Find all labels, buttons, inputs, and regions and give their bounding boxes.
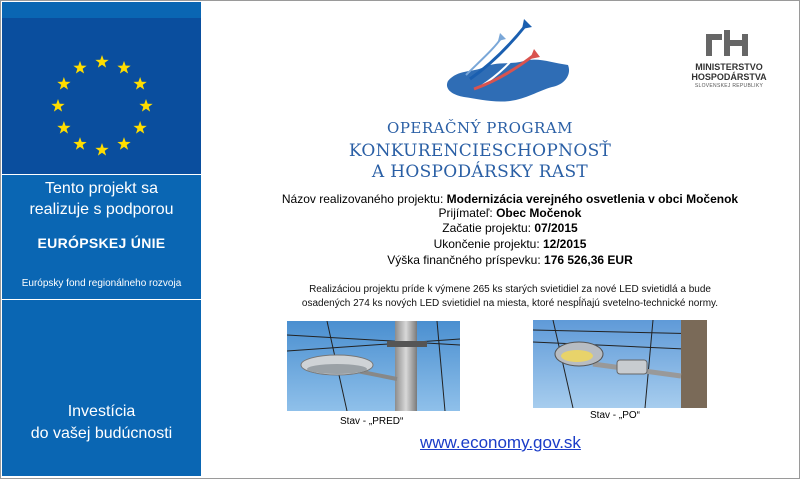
project-name-row	[230, 192, 790, 206]
eu-star-icon	[139, 99, 152, 112]
website-link[interactable]: www.economy.gov.sk	[420, 433, 581, 452]
photo-after	[533, 320, 707, 408]
project-name-value: Modernizácia verejného osvetlenia v obci Močenok	[446, 192, 739, 206]
end-row	[230, 237, 790, 251]
eu-investment-text	[2, 401, 201, 445]
eu-star-icon	[51, 99, 64, 112]
street-lamp-old-image	[287, 321, 460, 411]
description-line1: Realizáciou projektu príde k výmene 265 ks starých svietidiel za nové LED svietidlá a bude	[309, 284, 711, 295]
eu-star-icon	[133, 121, 146, 134]
end-label: Ukončenie projektu:	[433, 237, 540, 251]
eu-star-icon	[117, 61, 130, 74]
street-lamp-led-image	[533, 320, 707, 408]
project-description	[230, 283, 790, 311]
eu-star-icon	[117, 137, 130, 150]
program-title	[300, 141, 660, 183]
eu-star-icon	[57, 77, 70, 90]
recipient-value: Obec Močenok	[496, 206, 582, 220]
ministry-emblem-icon	[704, 28, 754, 58]
eu-panel	[2, 2, 201, 476]
op-logo-icon	[440, 15, 580, 115]
amount-row	[230, 253, 790, 267]
divider	[2, 299, 201, 300]
ministry-logo	[684, 28, 774, 98]
recipient-label: Prijímateľ:	[438, 206, 493, 220]
eu-star-icon	[57, 121, 70, 134]
eu-flag	[2, 18, 201, 174]
end-value: 12/2015	[543, 237, 587, 251]
start-value: 07/2015	[534, 221, 578, 235]
ministry-subtitle: SLOVENSKEJ REPUBLIKY	[694, 83, 764, 89]
eu-star-icon	[95, 143, 108, 156]
eu-line2: realizuje s podporou	[29, 201, 174, 218]
eu-line1: Tento projekt sa	[45, 180, 158, 197]
amount-value: 176 526,36 EUR	[544, 253, 633, 267]
program-title-line2: KONKURENCIESCHOPNOSŤ	[348, 141, 612, 161]
ministry-name-line1: MINISTERSTVO	[695, 62, 763, 72]
recipient-row	[230, 206, 790, 220]
investment-line2: do vašej budúcnosti	[30, 425, 173, 442]
eu-star-icon	[133, 77, 146, 90]
description-line2: osadených 274 ks nových LED svietidiel na miesta, ktoré nespĺňajú svetelno-technické normy.	[301, 298, 719, 309]
eu-stars-icon	[2, 18, 201, 174]
photo-before	[287, 321, 460, 411]
start-row	[230, 221, 790, 235]
start-label: Začatie projektu:	[442, 221, 531, 235]
ministry-name-line2: HOSPODÁRSTVA	[691, 72, 767, 82]
caption-after: Stav - „PO“	[590, 410, 641, 421]
ministry-name	[684, 62, 774, 82]
program-title-line1: OPERAČNÝ PROGRAM	[387, 119, 573, 137]
eu-star-icon	[73, 61, 86, 74]
caption-before: Stav - „PRED“	[340, 416, 404, 427]
divider	[2, 174, 201, 175]
eu-fund-label: Európsky fond regionálneho rozvoja	[21, 278, 182, 289]
program-title-line3: A HOSPODÁRSKY RAST	[371, 162, 589, 182]
eu-star-icon	[73, 137, 86, 150]
eu-support-text	[2, 178, 201, 220]
eu-star-icon	[95, 55, 108, 68]
investment-line1: Investícia	[67, 403, 136, 420]
project-name-label: Názov realizovaného projektu:	[281, 192, 444, 206]
eu-union-label: EURÓPSKEJ ÚNIE	[37, 235, 166, 251]
amount-label: Výška finančného príspevku:	[387, 253, 541, 267]
